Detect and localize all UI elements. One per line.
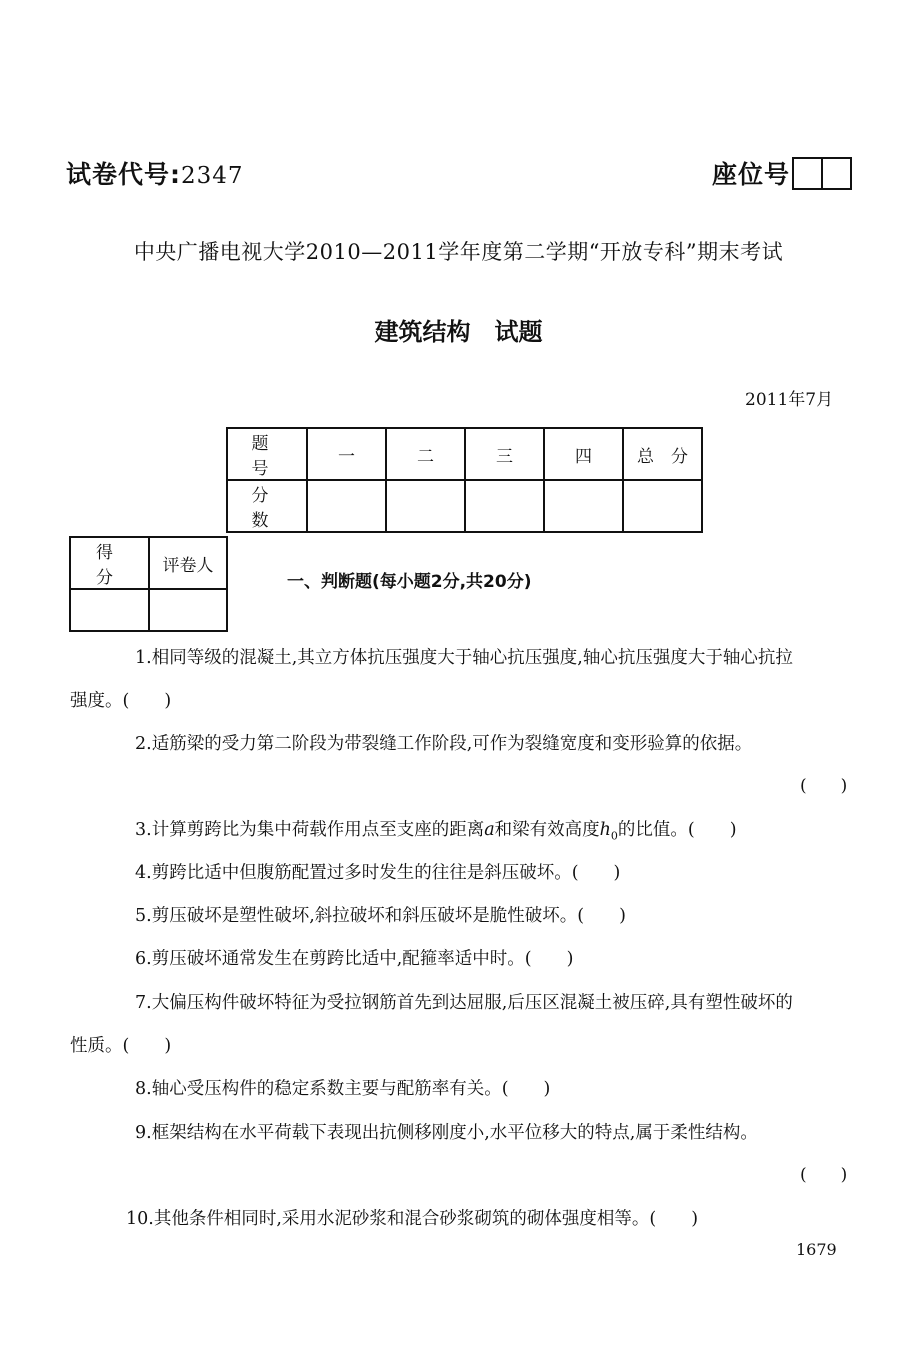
question-7-line-2: 性质。( ) bbox=[70, 1036, 172, 1056]
grader-table-cell: 评卷人 bbox=[149, 537, 227, 589]
variable-h-subscript: 0 bbox=[610, 829, 618, 843]
score-entry-cell[interactable] bbox=[544, 480, 623, 532]
question-3-text: 和梁有效高度 bbox=[494, 820, 600, 840]
score-table-cell: 一 bbox=[307, 428, 386, 480]
exam-date: 2011年7月 bbox=[745, 390, 834, 410]
question-8: 8.轴心受压构件的稳定系数主要与配筋率有关。( ) bbox=[135, 1079, 551, 1099]
score-table-cell: 三 bbox=[465, 428, 544, 480]
exam-code bbox=[66, 155, 244, 191]
question-3 bbox=[135, 819, 737, 848]
score-table-header-row bbox=[227, 428, 702, 480]
grader-name-entry[interactable] bbox=[149, 589, 227, 631]
page-title: 建筑结构 试题 bbox=[374, 318, 543, 346]
question-3-text: 3.计算剪跨比为集中荷载作用点至支座的距离 bbox=[135, 820, 485, 840]
score-entry-cell[interactable] bbox=[307, 480, 386, 532]
question-1-line-2: 强度。( ) bbox=[70, 691, 172, 711]
variable-a: a bbox=[484, 820, 495, 840]
score-entry-cell[interactable] bbox=[386, 480, 465, 532]
question-3-text: 的比值。( ) bbox=[617, 820, 737, 840]
question-9-answer[interactable]: ( ) bbox=[800, 1165, 848, 1185]
question-9: 9.框架结构在水平荷载下表现出抗侧移刚度小,水平位移大的特点,属于柔性结构。 bbox=[135, 1123, 758, 1143]
grader-table bbox=[69, 536, 228, 632]
variable-h: h bbox=[599, 820, 611, 840]
question-2-answer[interactable]: ( ) bbox=[800, 776, 848, 796]
question-10: 10.其他条件相同时,采用水泥砂浆和混合砂浆砌筑的砌体强度相等。( ) bbox=[126, 1209, 699, 1229]
score-table-cell: 总 分 bbox=[623, 428, 702, 480]
grader-table-cell: 得 分 bbox=[70, 537, 149, 589]
exam-code-label: 试卷代号: bbox=[66, 160, 181, 189]
score-entry-cell[interactable] bbox=[465, 480, 544, 532]
score-table-cell: 四 bbox=[544, 428, 623, 480]
question-6: 6.剪压破坏通常发生在剪跨比适中,配箍率适中时。( ) bbox=[135, 949, 574, 969]
score-entry-cell[interactable] bbox=[623, 480, 702, 532]
question-5: 5.剪压破坏是塑性破坏,斜拉破坏和斜压破坏是脆性破坏。( ) bbox=[135, 906, 626, 926]
score-table-score-row bbox=[227, 480, 702, 532]
score-table bbox=[226, 427, 703, 533]
seat-number-boxes bbox=[792, 157, 852, 190]
seat-number bbox=[712, 155, 852, 191]
question-7-line-1: 7.大偏压构件破坏特征为受拉钢筋首先到达屈服,后压区混凝土被压碎,具有塑性破坏的 bbox=[135, 993, 793, 1013]
question-4: 4.剪跨比适中但腹筋配置过多时发生的往往是斜压破坏。( ) bbox=[135, 863, 621, 883]
score-table-cell: 分 数 bbox=[227, 480, 307, 532]
question-1-line-1: 1.相同等级的混凝土,其立方体抗压强度大于轴心抗压强度,轴心抗压强度大于轴心抗拉 bbox=[135, 648, 793, 668]
seat-number-label: 座位号 bbox=[712, 160, 791, 189]
score-table-cell: 二 bbox=[386, 428, 465, 480]
grader-score-entry[interactable] bbox=[70, 589, 149, 631]
score-table-cell: 题 号 bbox=[227, 428, 307, 480]
exam-code-value: 2347 bbox=[181, 163, 244, 189]
seat-box bbox=[792, 157, 823, 190]
seat-box bbox=[823, 157, 852, 190]
exam-header: 中央广播电视大学2010—2011学年度第二学期“开放专科”期末考试 bbox=[133, 240, 784, 264]
section-heading: 一、判断题(每小题2分,共20分) bbox=[287, 572, 532, 592]
page-number: 1679 bbox=[796, 1240, 837, 1259]
question-2: 2.适筋梁的受力第二阶段为带裂缝工作阶段,可作为裂缝宽度和变形验算的依据。 bbox=[135, 734, 753, 754]
